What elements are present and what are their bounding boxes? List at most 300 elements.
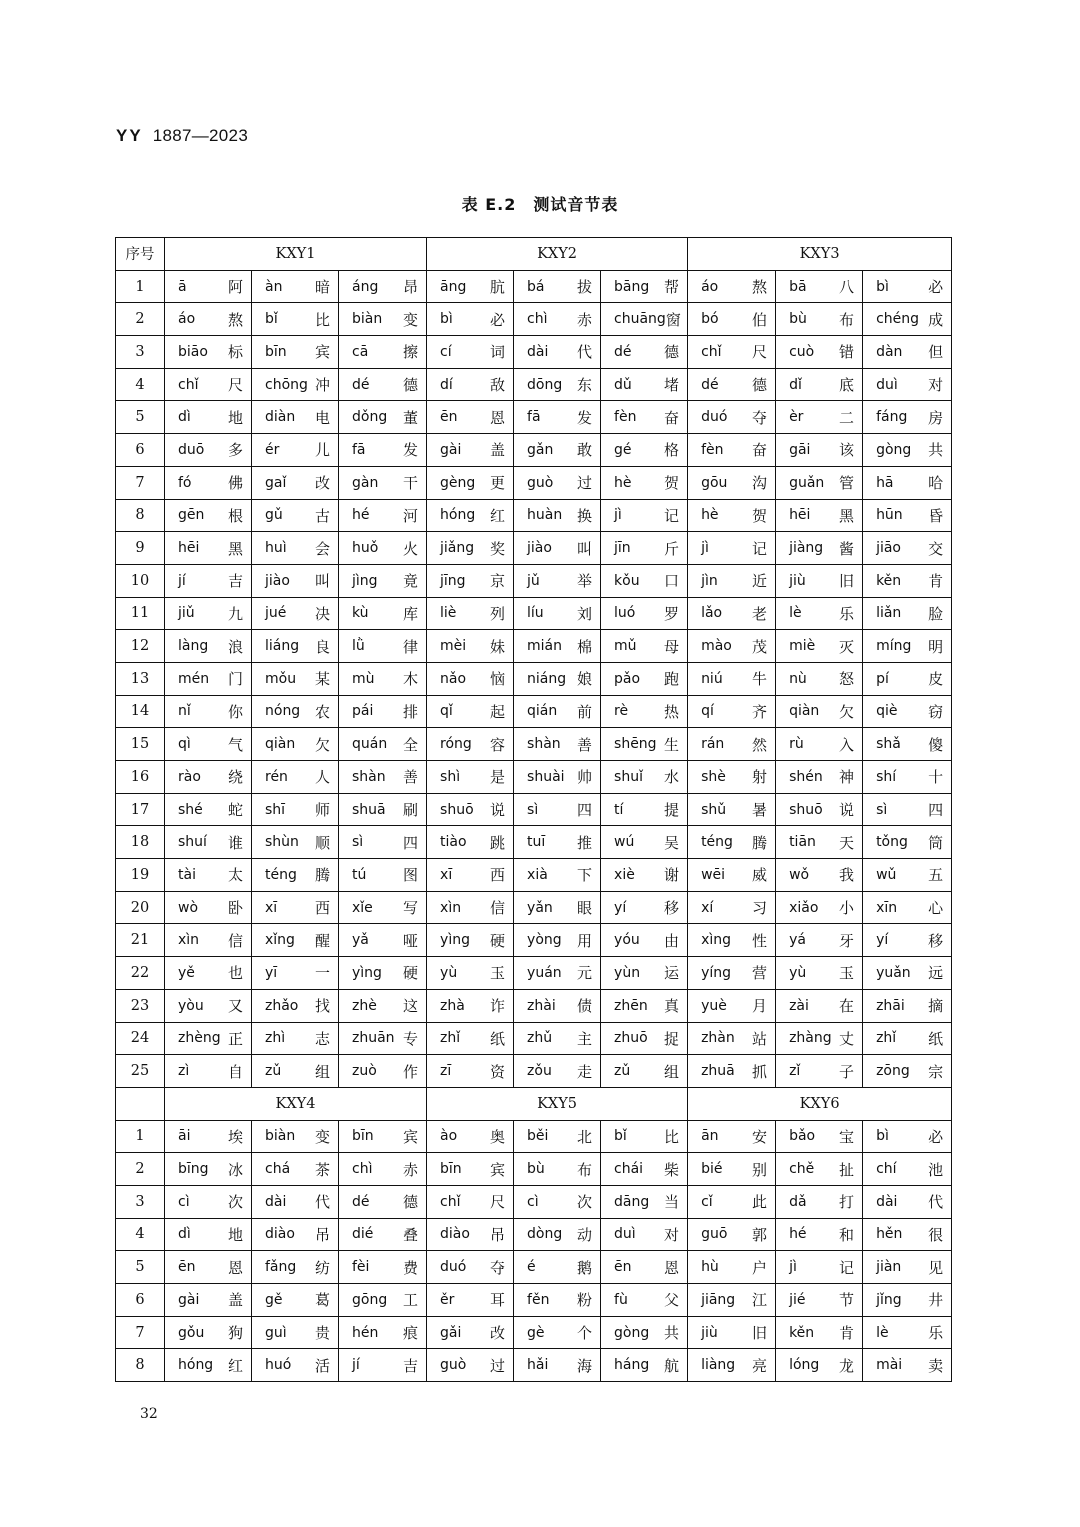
syllable-cell	[601, 695, 688, 728]
pinyin: làng	[178, 638, 209, 655]
syllable-cell	[863, 957, 952, 990]
syllable-cell	[339, 924, 427, 957]
pinyin: gàn	[352, 474, 379, 491]
syllable-cell	[863, 466, 952, 499]
pinyin: fèi	[352, 1259, 370, 1276]
syllable-cell	[165, 989, 252, 1022]
hanzi: 西	[490, 866, 506, 885]
syllable-cell	[339, 826, 427, 859]
syllable-cell	[339, 368, 427, 401]
row-number: 14	[116, 695, 165, 728]
syllable-cell	[427, 368, 514, 401]
pinyin: kěn	[876, 572, 902, 589]
pinyin: fā	[352, 441, 366, 458]
hanzi: 我	[839, 866, 855, 885]
pinyin: zhà	[440, 997, 465, 1014]
syllable-cell	[688, 499, 776, 532]
table-row	[116, 401, 952, 434]
pinyin: cā	[352, 343, 369, 360]
table-row	[116, 826, 952, 859]
pinyin: bīn	[352, 1128, 374, 1145]
pinyin: èr	[789, 409, 804, 426]
pinyin: duì	[614, 1226, 636, 1243]
group-header: KXY2	[427, 238, 688, 271]
syllable-cell	[252, 499, 339, 532]
syllable-cell	[601, 793, 688, 826]
syllable-cell	[688, 1316, 776, 1349]
row-number: 9	[116, 532, 165, 565]
hanzi: 熬	[227, 310, 243, 329]
pinyin: yòng	[527, 932, 562, 949]
pinyin: chǐ	[440, 1193, 461, 1210]
syllable-cell	[601, 532, 688, 565]
syllable-cell	[165, 401, 252, 434]
row-number: 6	[116, 1284, 165, 1317]
syllable-cell	[165, 695, 252, 728]
pinyin: jiàn	[876, 1259, 902, 1276]
hanzi: 是	[490, 768, 506, 787]
pinyin: fáng	[876, 409, 908, 426]
syllable-cell	[601, 336, 688, 369]
syllable-cell	[252, 1284, 339, 1317]
hanzi: 尺	[490, 1193, 506, 1212]
hanzi: 全	[403, 735, 419, 754]
hanzi: 航	[664, 1356, 680, 1375]
pinyin: rán	[701, 736, 725, 753]
pinyin: dài	[876, 1193, 898, 1210]
hanzi: 资	[490, 1062, 506, 1081]
hanzi: 丈	[839, 1029, 855, 1048]
syllable-cell	[863, 761, 952, 794]
syllable-cell	[601, 434, 688, 467]
row-number: 5	[116, 1251, 165, 1284]
syllable-cell	[339, 1185, 427, 1218]
syllable-cell	[339, 401, 427, 434]
pinyin: cǐ	[701, 1193, 713, 1210]
syllable-cell	[165, 1055, 252, 1088]
hanzi: 吉	[227, 572, 243, 591]
hanzi: 活	[314, 1356, 330, 1375]
table-row	[116, 1349, 952, 1382]
pinyin: huì	[265, 540, 287, 557]
syllable-cell	[427, 891, 514, 924]
hanzi: 代	[314, 1193, 330, 1212]
hanzi: 水	[664, 768, 680, 787]
hanzi: 信	[227, 931, 243, 950]
pinyin: mài	[876, 1357, 903, 1374]
hanzi: 找	[314, 997, 330, 1016]
pinyin: yìng	[440, 932, 470, 949]
syllable-cell	[165, 728, 252, 761]
document-code	[116, 126, 248, 146]
syllable-cell	[339, 859, 427, 892]
pinyin: bì	[876, 1128, 889, 1145]
pinyin: tài	[178, 866, 196, 883]
pinyin: róng	[440, 736, 472, 753]
syllable-cell	[339, 434, 427, 467]
syllable-cell	[427, 303, 514, 336]
group-header: KXY1	[165, 238, 427, 271]
syllable-cell	[863, 793, 952, 826]
pinyin: yǎ	[352, 932, 369, 949]
hanzi: 茂	[752, 637, 768, 656]
hanzi: 纸	[928, 1029, 944, 1048]
hanzi: 一	[314, 964, 330, 983]
syllable-cell	[776, 891, 863, 924]
syllable-cell	[688, 401, 776, 434]
hanzi: 北	[577, 1127, 593, 1146]
pinyin: zhè	[352, 997, 377, 1014]
hanzi: 必	[928, 278, 944, 297]
pinyin: chí	[876, 1161, 897, 1178]
hanzi: 郭	[752, 1225, 768, 1244]
syllable-cell	[252, 1153, 339, 1186]
hanzi: 打	[839, 1193, 855, 1212]
syllable-cell	[863, 859, 952, 892]
pinyin: jīn	[614, 540, 631, 557]
syllable-cell	[514, 597, 601, 630]
table-row	[116, 924, 952, 957]
pinyin: bīn	[265, 343, 287, 360]
pinyin: shǔ	[701, 801, 727, 818]
pinyin: bǎo	[789, 1128, 816, 1145]
pinyin: zhēn	[614, 997, 648, 1014]
table-row	[116, 695, 952, 728]
hanzi: 债	[577, 997, 593, 1016]
hanzi: 谁	[227, 833, 243, 852]
hanzi: 底	[839, 376, 855, 395]
syllable-cell	[863, 728, 952, 761]
pinyin: zhāi	[876, 997, 905, 1014]
pinyin: gōu	[701, 474, 728, 491]
pinyin: bā	[789, 278, 807, 295]
row-number: 3	[116, 1185, 165, 1218]
table-row	[116, 1022, 952, 1055]
row-number: 3	[116, 336, 165, 369]
pinyin: mào	[701, 638, 732, 655]
syllable-cell	[514, 401, 601, 434]
hanzi: 推	[577, 833, 593, 852]
hanzi: 又	[227, 997, 243, 1016]
syllable-cell	[688, 1349, 776, 1382]
pinyin: ēn	[614, 1259, 632, 1276]
hanzi: 夺	[490, 1258, 506, 1277]
hanzi: 鹅	[577, 1258, 593, 1277]
pinyin: tǒng	[876, 834, 908, 851]
syllable-cell	[339, 695, 427, 728]
hanzi: 宾	[314, 343, 330, 362]
syllable-cell	[776, 466, 863, 499]
syllable-cell	[427, 466, 514, 499]
syllable-cell	[427, 532, 514, 565]
pinyin: xià	[527, 866, 548, 883]
syllable-cell	[863, 532, 952, 565]
syllable-cell	[601, 466, 688, 499]
hanzi: 入	[839, 735, 855, 754]
pinyin: gǎn	[527, 441, 554, 458]
syllable-cell	[601, 924, 688, 957]
table-row	[116, 336, 952, 369]
syllable-cell	[863, 1349, 952, 1382]
syllable-cell	[339, 1251, 427, 1284]
hanzi: 组	[664, 1062, 680, 1081]
hanzi: 动	[577, 1225, 593, 1244]
syllable-cell	[427, 336, 514, 369]
row-number: 8	[116, 1349, 165, 1382]
table-row	[116, 1120, 952, 1153]
syllable-cell	[514, 662, 601, 695]
syllable-cell	[252, 1055, 339, 1088]
hanzi: 写	[403, 899, 419, 918]
pinyin: jiǎng	[440, 540, 475, 557]
hanzi: 门	[227, 670, 243, 689]
hanzi: 乐	[839, 604, 855, 623]
hanzi: 自	[227, 1062, 243, 1081]
hanzi: 红	[490, 506, 506, 525]
hanzi: 口	[664, 572, 680, 591]
hanzi: 母	[664, 637, 680, 656]
syllable-cell	[427, 1284, 514, 1317]
hanzi: 节	[839, 1291, 855, 1310]
pinyin: gāi	[789, 441, 811, 458]
syllable-cell	[514, 1316, 601, 1349]
row-number: 18	[116, 826, 165, 859]
hanzi: 恼	[490, 670, 506, 689]
pinyin: bá	[527, 278, 545, 295]
pinyin: duì	[876, 376, 898, 393]
hanzi: 代	[577, 343, 593, 362]
syllable-cell	[776, 761, 863, 794]
hanzi: 发	[577, 408, 593, 427]
syllable-cell	[863, 1153, 952, 1186]
pinyin: běi	[527, 1128, 549, 1145]
hanzi: 奋	[664, 408, 680, 427]
syllable-cell	[863, 499, 952, 532]
pinyin: yuán	[527, 964, 562, 981]
pinyin: luó	[614, 605, 636, 622]
hanzi: 提	[664, 801, 680, 820]
hanzi: 天	[839, 833, 855, 852]
table-row	[116, 1153, 952, 1186]
hanzi: 贺	[664, 474, 680, 493]
row-number: 5	[116, 401, 165, 434]
pinyin: rè	[614, 703, 629, 720]
pinyin: jiǔ	[178, 605, 195, 622]
syllable-cell	[339, 532, 427, 565]
syllable-cell	[601, 597, 688, 630]
table-row	[116, 989, 952, 1022]
syllable-cell	[427, 1349, 514, 1382]
hanzi: 埃	[227, 1127, 243, 1146]
hanzi: 黑	[227, 539, 243, 558]
syllable-cell	[339, 630, 427, 663]
hanzi: 电	[314, 408, 330, 427]
hanzi: 欠	[839, 702, 855, 721]
hanzi: 冰	[227, 1160, 243, 1179]
group-header: KXY4	[165, 1087, 427, 1120]
hanzi: 筒	[928, 833, 944, 852]
syllable-cell	[427, 434, 514, 467]
hanzi: 然	[752, 735, 768, 754]
syllable-cell	[601, 564, 688, 597]
syllable-cell	[863, 564, 952, 597]
hanzi: 池	[928, 1160, 944, 1179]
syllable-cell	[165, 1218, 252, 1251]
syllable-cell	[863, 434, 952, 467]
pinyin: quán	[352, 736, 388, 753]
hanzi: 举	[577, 572, 593, 591]
hanzi: 粉	[577, 1291, 593, 1310]
syllable-cell	[688, 989, 776, 1022]
pinyin: hǎi	[527, 1357, 549, 1374]
hanzi: 干	[403, 474, 419, 493]
syllable-cell	[688, 564, 776, 597]
pinyin: mián	[527, 638, 563, 655]
pinyin: hé	[789, 1226, 807, 1243]
hanzi: 腾	[752, 833, 768, 852]
pinyin: diàn	[265, 409, 296, 426]
hanzi: 八	[839, 278, 855, 297]
syllable-cell	[776, 728, 863, 761]
hanzi: 黑	[839, 506, 855, 525]
syllable-cell	[776, 434, 863, 467]
pinyin: lǎo	[701, 605, 723, 622]
pinyin: bīng	[178, 1161, 209, 1178]
pinyin: xìng	[701, 932, 731, 949]
syllable-cell	[165, 761, 252, 794]
hanzi: 德	[752, 376, 768, 395]
syllable-cell	[165, 564, 252, 597]
hanzi: 硬	[403, 964, 419, 983]
hanzi: 恩	[490, 408, 506, 427]
hanzi: 房	[928, 408, 944, 427]
syllable-cell	[514, 826, 601, 859]
row-number: 16	[116, 761, 165, 794]
hanzi: 错	[839, 343, 855, 362]
syllable-cell	[601, 1055, 688, 1088]
pinyin: ēn	[178, 1259, 196, 1276]
pinyin: jí	[352, 1357, 360, 1374]
pinyin: hūn	[876, 507, 903, 524]
hanzi: 捉	[664, 1029, 680, 1048]
syllable-cell	[776, 499, 863, 532]
pinyin: dòng	[527, 1226, 563, 1243]
syllable-cell	[776, 695, 863, 728]
hanzi: 敌	[490, 376, 506, 395]
pinyin: zhǎo	[265, 997, 299, 1014]
syllable-cell	[165, 793, 252, 826]
pinyin: biàn	[265, 1128, 296, 1145]
syllable-cell	[252, 368, 339, 401]
syllable-cell	[514, 336, 601, 369]
row-number: 12	[116, 630, 165, 663]
syllable-cell	[776, 597, 863, 630]
hanzi: 窗	[665, 310, 681, 329]
row-number: 1	[116, 1120, 165, 1153]
hanzi: 站	[752, 1029, 768, 1048]
syllable-cell	[776, 532, 863, 565]
row-number: 15	[116, 728, 165, 761]
pinyin: fù	[614, 1291, 628, 1308]
syllable-cell	[514, 1120, 601, 1153]
standard-prefix: YY	[116, 126, 143, 145]
row-number: 25	[116, 1055, 165, 1088]
syllable-cell	[427, 1218, 514, 1251]
pinyin: jǐng	[876, 1291, 902, 1308]
table-row	[116, 957, 952, 990]
pinyin: yóu	[614, 932, 640, 949]
syllable-cell	[601, 1022, 688, 1055]
syllable-cell	[252, 270, 339, 303]
row-number: 2	[116, 1153, 165, 1186]
pinyin: zài	[789, 997, 809, 1014]
syllable-cell	[776, 1120, 863, 1153]
hanzi: 罗	[664, 604, 680, 623]
pinyin: āi	[178, 1128, 191, 1145]
pinyin: mù	[352, 670, 375, 687]
hanzi: 井	[928, 1291, 944, 1310]
syllable-cell	[601, 368, 688, 401]
hanzi: 地	[227, 1225, 243, 1244]
syllable-cell	[688, 1153, 776, 1186]
hanzi: 神	[839, 768, 855, 787]
hanzi: 宝	[839, 1127, 855, 1146]
pinyin: bó	[701, 311, 719, 328]
hanzi: 哈	[928, 474, 944, 493]
syllable-cell	[601, 989, 688, 1022]
pinyin: gòng	[876, 441, 912, 458]
pinyin: jiāng	[701, 1291, 736, 1308]
syllable-cell	[427, 695, 514, 728]
hanzi: 作	[403, 1062, 419, 1081]
hanzi: 这	[403, 997, 419, 1016]
hanzi: 擦	[403, 343, 419, 362]
hanzi: 在	[839, 997, 855, 1016]
pinyin: guò	[440, 1357, 467, 1374]
pinyin: shén	[789, 768, 823, 785]
pinyin: jiào	[265, 572, 290, 589]
hanzi: 肮	[490, 278, 506, 297]
pinyin: dǎ	[789, 1193, 807, 1210]
pinyin: bǐ	[614, 1128, 627, 1145]
syllable-cell	[165, 270, 252, 303]
pinyin: yí	[614, 899, 627, 916]
syllable-cell	[165, 1316, 252, 1349]
pinyin: cì	[527, 1193, 539, 1210]
hanzi: 摘	[928, 997, 944, 1016]
syllable-cell	[863, 662, 952, 695]
syllable-cell	[688, 957, 776, 990]
syllable-cell	[252, 532, 339, 565]
pinyin: liè	[440, 605, 457, 622]
hanzi: 暗	[314, 278, 330, 297]
hanzi: 奖	[490, 539, 506, 558]
syllable-cell	[514, 1022, 601, 1055]
hanzi: 九	[227, 604, 243, 623]
hanzi: 吴	[664, 833, 680, 852]
syllable-cell	[688, 466, 776, 499]
pinyin: liàng	[701, 1357, 736, 1374]
pinyin: chì	[352, 1161, 373, 1178]
pinyin: shuō	[789, 801, 823, 818]
hanzi: 移	[928, 931, 944, 950]
pinyin: zī	[440, 1063, 452, 1080]
syllable-cell	[252, 336, 339, 369]
hanzi: 火	[403, 539, 419, 558]
pinyin: zǐ	[789, 1063, 801, 1080]
pinyin: gǎi	[440, 1324, 462, 1341]
hanzi: 刘	[577, 604, 593, 623]
